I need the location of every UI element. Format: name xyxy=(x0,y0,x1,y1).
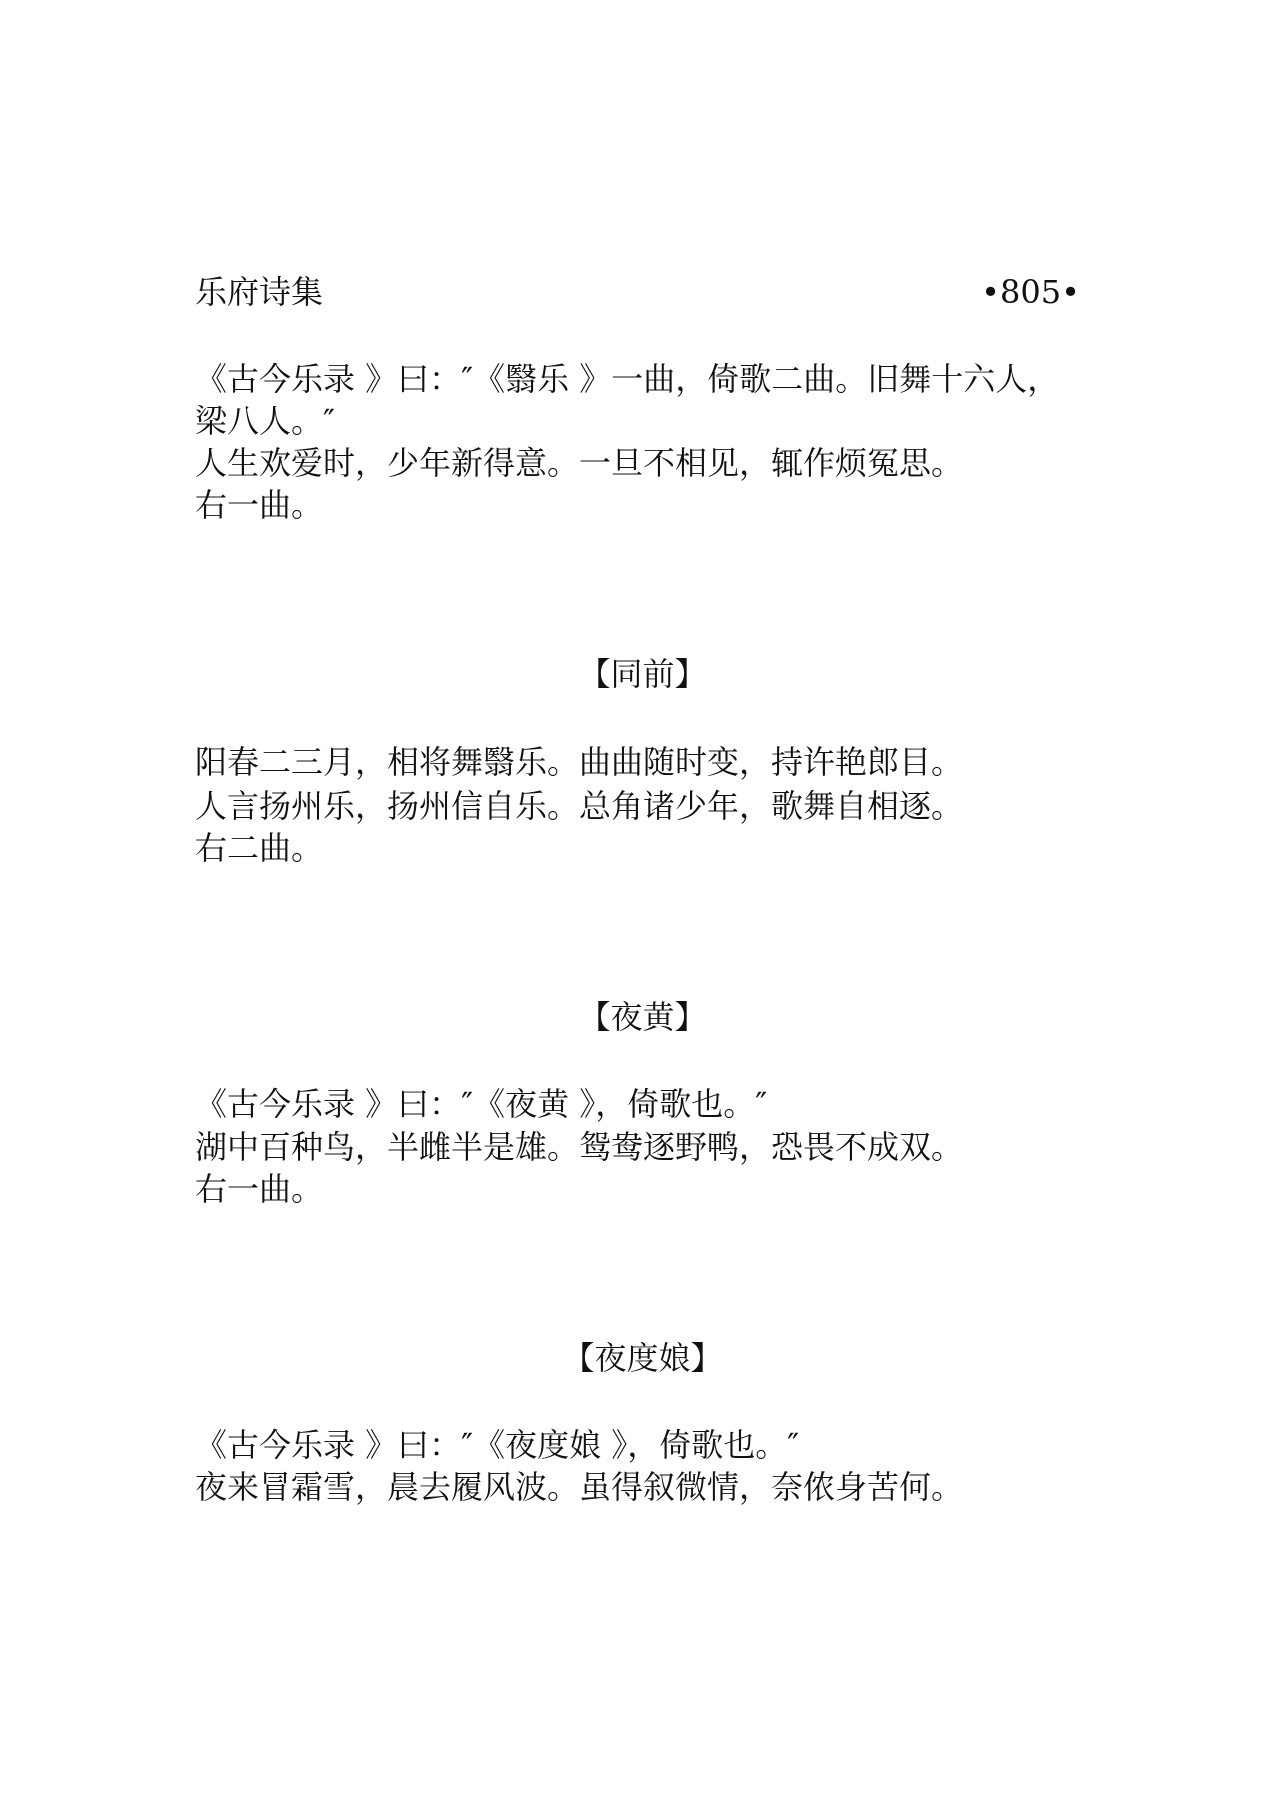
text-line: 右二曲。 xyxy=(195,829,324,867)
text-line: 梁八人。″ xyxy=(195,402,335,440)
section-title: 【夜黄】 xyxy=(578,998,707,1036)
text-line: 《古今乐录 》曰：″《翳乐 》一曲，倚歌二曲。旧舞十六人， xyxy=(195,360,1060,398)
text-line: 人生欢爱时，少年新得意。一旦不相见，辄作烦冤思。 xyxy=(195,444,964,482)
text-line: 《古今乐录 》曰：″《夜黄 》，倚歌也。″ xyxy=(195,1085,768,1123)
text-line: 湖中百种鸟，半雌半是雄。鸳鸯逐野鸭，恐畏不成双。 xyxy=(195,1128,964,1166)
section-title: 【同前】 xyxy=(578,655,707,693)
text-line: 阳春二三月，相将舞翳乐。曲曲随时变，持许艳郎目。 xyxy=(195,743,964,781)
text-line: 人言扬州乐，扬州信自乐。总角诸少年，歌舞自相逐。 xyxy=(195,787,964,825)
page-header xyxy=(195,270,1080,314)
text-line: 夜来冒霜雪，晨去履风波。虽得叙微情，奈侬身苦何。 xyxy=(195,1468,964,1506)
page-number: •805• xyxy=(981,273,1080,311)
text-line: 右一曲。 xyxy=(195,486,324,524)
text-line: 右一曲。 xyxy=(195,1170,324,1208)
section-title: 【夜度娘】 xyxy=(562,1339,723,1377)
book-title: 乐府诗集 xyxy=(195,273,324,311)
text-line: 《古今乐录 》曰：″《夜度娘 》，倚歌也。″ xyxy=(195,1426,800,1464)
